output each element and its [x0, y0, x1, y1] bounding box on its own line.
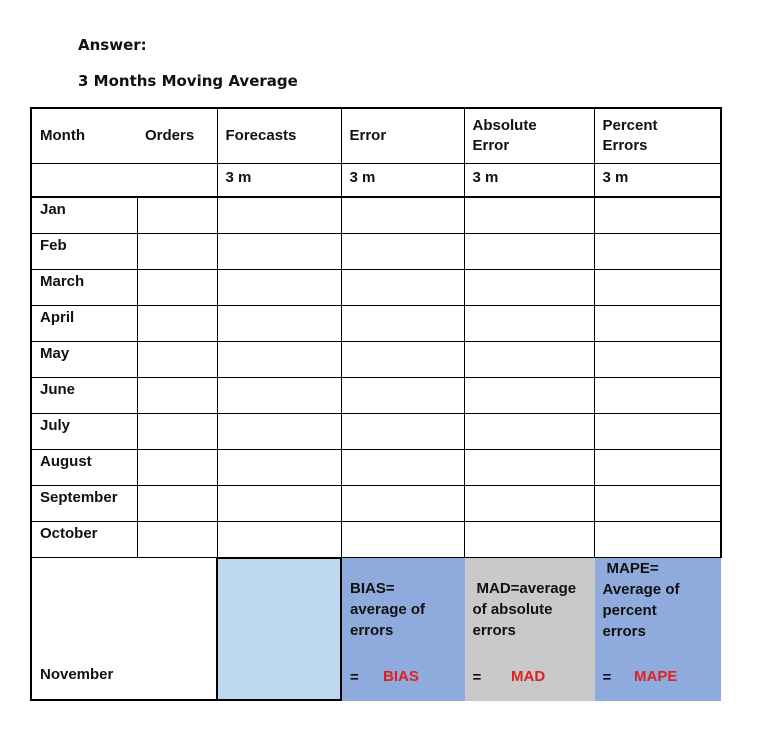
absolute-error-cell[interactable]: [464, 197, 594, 234]
table-row: [31, 450, 721, 486]
error-cell[interactable]: [341, 378, 464, 414]
table-row: [31, 270, 721, 306]
forecast-cell[interactable]: [217, 522, 341, 558]
header-absolute-error-line1: Absolute: [472, 116, 537, 134]
percent-error-cell[interactable]: [594, 342, 721, 378]
month-cell: August: [31, 450, 137, 486]
forecast-cell[interactable]: [217, 270, 341, 306]
error-cell[interactable]: [341, 486, 464, 522]
mape-line2: Average of: [602, 581, 680, 598]
mape-line3: percent: [602, 602, 657, 619]
percent-error-cell[interactable]: [594, 378, 721, 414]
percent-error-cell[interactable]: [594, 414, 721, 450]
percent-error-cell[interactable]: [594, 270, 721, 306]
header-orders: Orders: [137, 108, 217, 163]
orders-cell[interactable]: [137, 522, 217, 558]
error-cell[interactable]: [341, 234, 464, 270]
absolute-error-cell[interactable]: [464, 414, 594, 450]
forecast-cell[interactable]: [217, 450, 341, 486]
error-cell[interactable]: [341, 197, 464, 234]
mape-line4: errors: [602, 623, 646, 640]
error-cell[interactable]: [341, 342, 464, 378]
absolute-error-cell[interactable]: [464, 378, 594, 414]
header-error: Error: [341, 108, 464, 163]
error-cell[interactable]: [341, 414, 464, 450]
absolute-error-cell[interactable]: [464, 234, 594, 270]
subheader-blank-orders: [137, 163, 217, 197]
subheader-error: 3 m: [341, 163, 464, 197]
percent-error-cell[interactable]: [594, 234, 721, 270]
orders-cell[interactable]: [137, 414, 217, 450]
section-subtitle: 3 Months Moving Average: [78, 72, 298, 90]
absolute-error-cell[interactable]: [464, 522, 594, 558]
forecast-cell[interactable]: [217, 378, 341, 414]
header-percent-errors-line2: Errors: [602, 136, 648, 154]
mad-line2: of absolute: [472, 601, 553, 618]
answer-label: Answer:: [78, 36, 147, 54]
bias-line3: errors: [350, 622, 394, 639]
forecast-cell[interactable]: [217, 306, 341, 342]
forecast-result-cell[interactable]: [217, 558, 341, 701]
absolute-error-cell[interactable]: [464, 270, 594, 306]
absolute-error-cell[interactable]: [464, 342, 594, 378]
mape-line1: MAPE=: [606, 560, 659, 577]
table-row: [31, 197, 721, 234]
subheader-absolute-error: 3 m: [464, 163, 594, 197]
absolute-error-cell[interactable]: [464, 486, 594, 522]
error-cell[interactable]: [341, 450, 464, 486]
subheader-blank: [31, 163, 137, 197]
absolute-error-cell[interactable]: [464, 306, 594, 342]
absolute-error-cell[interactable]: [464, 450, 594, 486]
month-cell: Jan: [31, 197, 137, 234]
header-percent-errors-line1: Percent: [602, 116, 658, 134]
error-cell[interactable]: [341, 522, 464, 558]
orders-cell[interactable]: [137, 306, 217, 342]
percent-error-cell[interactable]: [594, 522, 721, 558]
month-cell: April: [31, 306, 137, 342]
month-cell: July: [31, 414, 137, 450]
header-percent-errors: [594, 108, 721, 163]
orders-cell[interactable]: [137, 197, 217, 234]
table-row: [31, 522, 721, 558]
table-row: [31, 234, 721, 270]
table-row: [31, 378, 721, 414]
bias-line2: average of: [350, 601, 426, 618]
percent-error-cell[interactable]: [594, 306, 721, 342]
forecast-cell[interactable]: [217, 234, 341, 270]
mape-equals: =: [602, 668, 612, 686]
month-cell: September: [31, 486, 137, 522]
mad-line1: MAD=average: [476, 580, 577, 597]
moving-average-table: [30, 107, 722, 701]
percent-error-cell[interactable]: [594, 197, 721, 234]
bias-result-label: BIAS: [383, 668, 419, 685]
header-month: Month: [31, 108, 137, 163]
orders-cell[interactable]: [137, 486, 217, 522]
header-forecasts: Forecasts: [217, 108, 341, 163]
month-cell: May: [31, 342, 137, 378]
bias-equals: =: [350, 668, 359, 686]
table-row: [31, 414, 721, 450]
header-absolute-error-line2: Error: [472, 136, 510, 154]
table-row: [31, 306, 721, 342]
orders-cell[interactable]: [137, 342, 217, 378]
orders-cell[interactable]: [137, 234, 217, 270]
table-row: [31, 486, 721, 522]
error-cell[interactable]: [341, 270, 464, 306]
error-cell[interactable]: [341, 306, 464, 342]
orders-cell[interactable]: [137, 450, 217, 486]
forecast-cell[interactable]: [217, 414, 341, 450]
table-row: [31, 342, 721, 378]
percent-error-cell[interactable]: [594, 486, 721, 522]
month-cell: March: [31, 270, 137, 306]
forecast-cell[interactable]: [217, 486, 341, 522]
subheader-percent-errors: 3 m: [594, 163, 721, 197]
mad-equals: =: [472, 668, 482, 686]
orders-cell[interactable]: [137, 378, 217, 414]
percent-error-cell[interactable]: [594, 450, 721, 486]
subheader-forecasts: 3 m: [217, 163, 341, 197]
forecast-cell[interactable]: [217, 197, 341, 234]
orders-cell[interactable]: [137, 270, 217, 306]
month-cell: October: [31, 522, 137, 558]
mad-line3: errors: [472, 622, 516, 639]
forecast-cell[interactable]: [217, 342, 341, 378]
month-cell: Feb: [31, 234, 137, 270]
header-absolute-error: [464, 108, 594, 163]
mape-result-label: MAPE: [634, 668, 678, 685]
mad-result-label: MAD: [511, 668, 546, 685]
bias-line1: BIAS=: [350, 580, 395, 597]
footer-month: November: [31, 558, 217, 701]
month-cell: June: [31, 378, 137, 414]
